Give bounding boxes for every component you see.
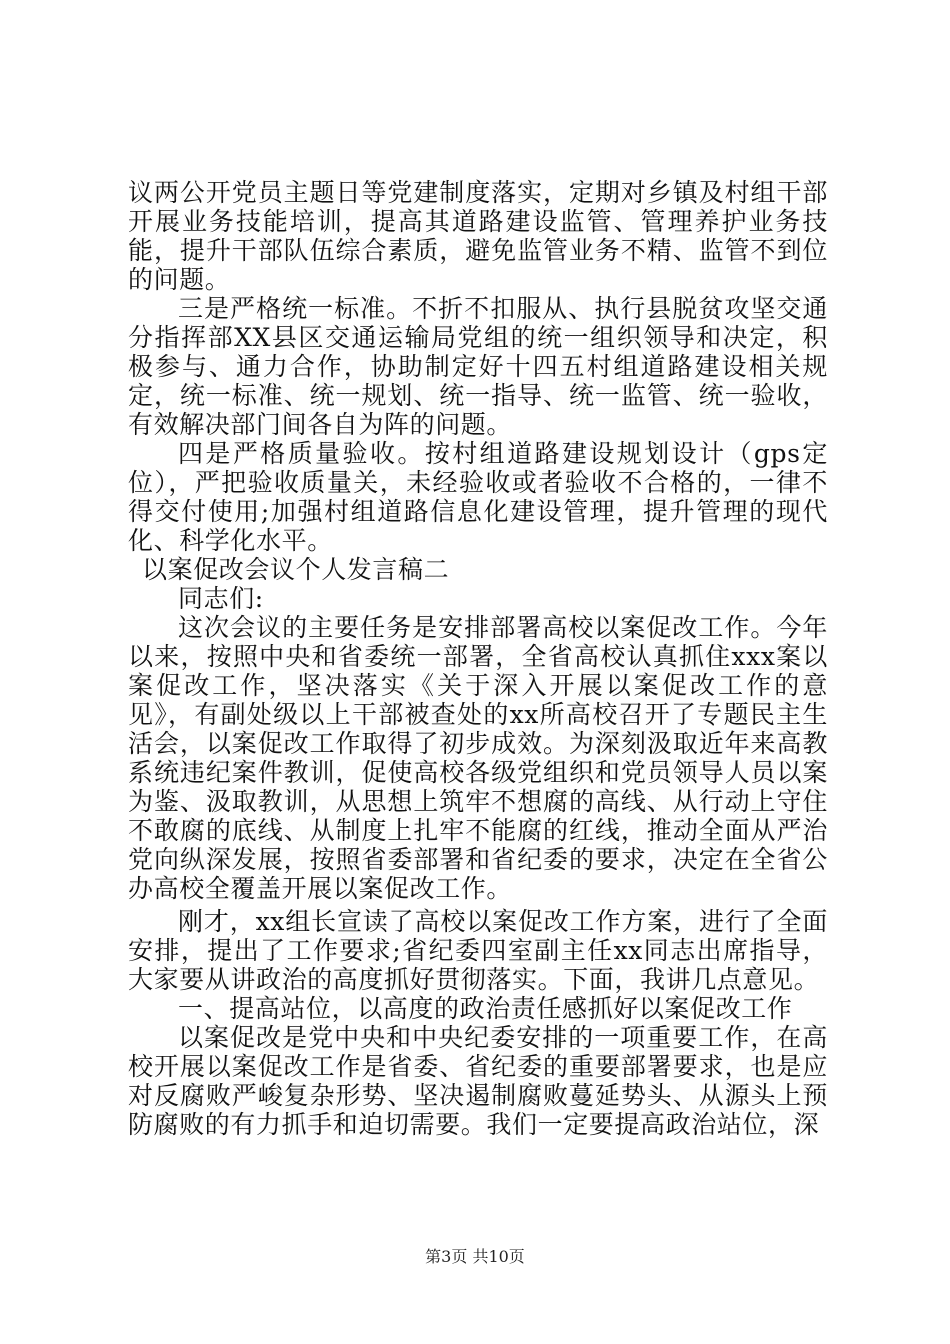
paragraph-political-responsibility: 以案促改是党中央和中央纪委安排的一项重要工作，在高校开展以案促改工作是省委、省纪委的重要部署要求，也是应对反腐败严峻复杂形势、坚决遏制腐败蔓延势头、从源头上预防腐败的有力抓手和迫切需要。我们一定要提高政治站位，深: [128, 1023, 828, 1139]
paragraph-quality-acceptance: 四是严格质量验收。按村组道路建设规划设计（gps定位），严把验收质量关，未经验收或者验收不合格的，一律不得交付使用;加强村组道路信息化建设管理，提升管理的现代化、科学化水平。: [128, 439, 828, 555]
subheading-raise-position: 一、提高站位，以高度的政治责任感抓好以案促改工作: [178, 994, 793, 1023]
salutation: 同志们:: [178, 584, 264, 613]
paragraph-continuation: 议两公开党员主题日等党建制度落实，定期对乡镇及村组干部开展业务技能培训，提高其道路建设监管、管理养护业务技能，提升干部队伍综合素质，避免监管业务不精、监管不到位的问题。: [128, 178, 828, 294]
document-body: [128, 178, 828, 1139]
page-number-footer: 第3页 共10页: [425, 1247, 525, 1266]
paragraph-meeting-task: 这次会议的主要任务是安排部署高校以案促改工作。今年以来，按照中央和省委统一部署，全省高校认真抓住xxx案以案促改工作，坚决落实《关于深入开展以案促改工作的意见》，有副处级以上干部被查处的xx所高校召开了专题民主生活会，以案促改工作取得了初步成效。为深刻汲取近年来高教系统违纪案件教训，促使高校各级党组织和党员领导人员以案为鉴、汲取教训，从思想上筑牢不想腐的高线、从行动上守住不敢腐的底线、从制度上扎牢不能腐的红线，推动全面从严治党向纵深发展，按照省委部署和省纪委的要求，决定在全省公办高校全覆盖开展以案促改工作。: [128, 613, 828, 903]
paragraph-remarks: 刚才，xx组长宣读了高校以案促改工作方案，进行了全面安排，提出了工作要求;省纪委四室副主任xx同志出席指导，大家要从讲政治的高度抓好贯彻落实。下面，我讲几点意见。: [128, 907, 828, 994]
section-title: 以案促改会议个人发言稿二: [142, 555, 450, 584]
paragraph-unified-standards: 三是严格统一标准。不折不扣服从、执行县脱贫攻坚交通分指挥部XX县区交通运输局党组的统一组织领导和决定，积极参与、通力合作，协助制定好十四五村组道路建设相关规定，统一标准、统一规划、统一指导、统一监管、统一验收，有效解决部门间各自为阵的问题。: [128, 294, 828, 439]
